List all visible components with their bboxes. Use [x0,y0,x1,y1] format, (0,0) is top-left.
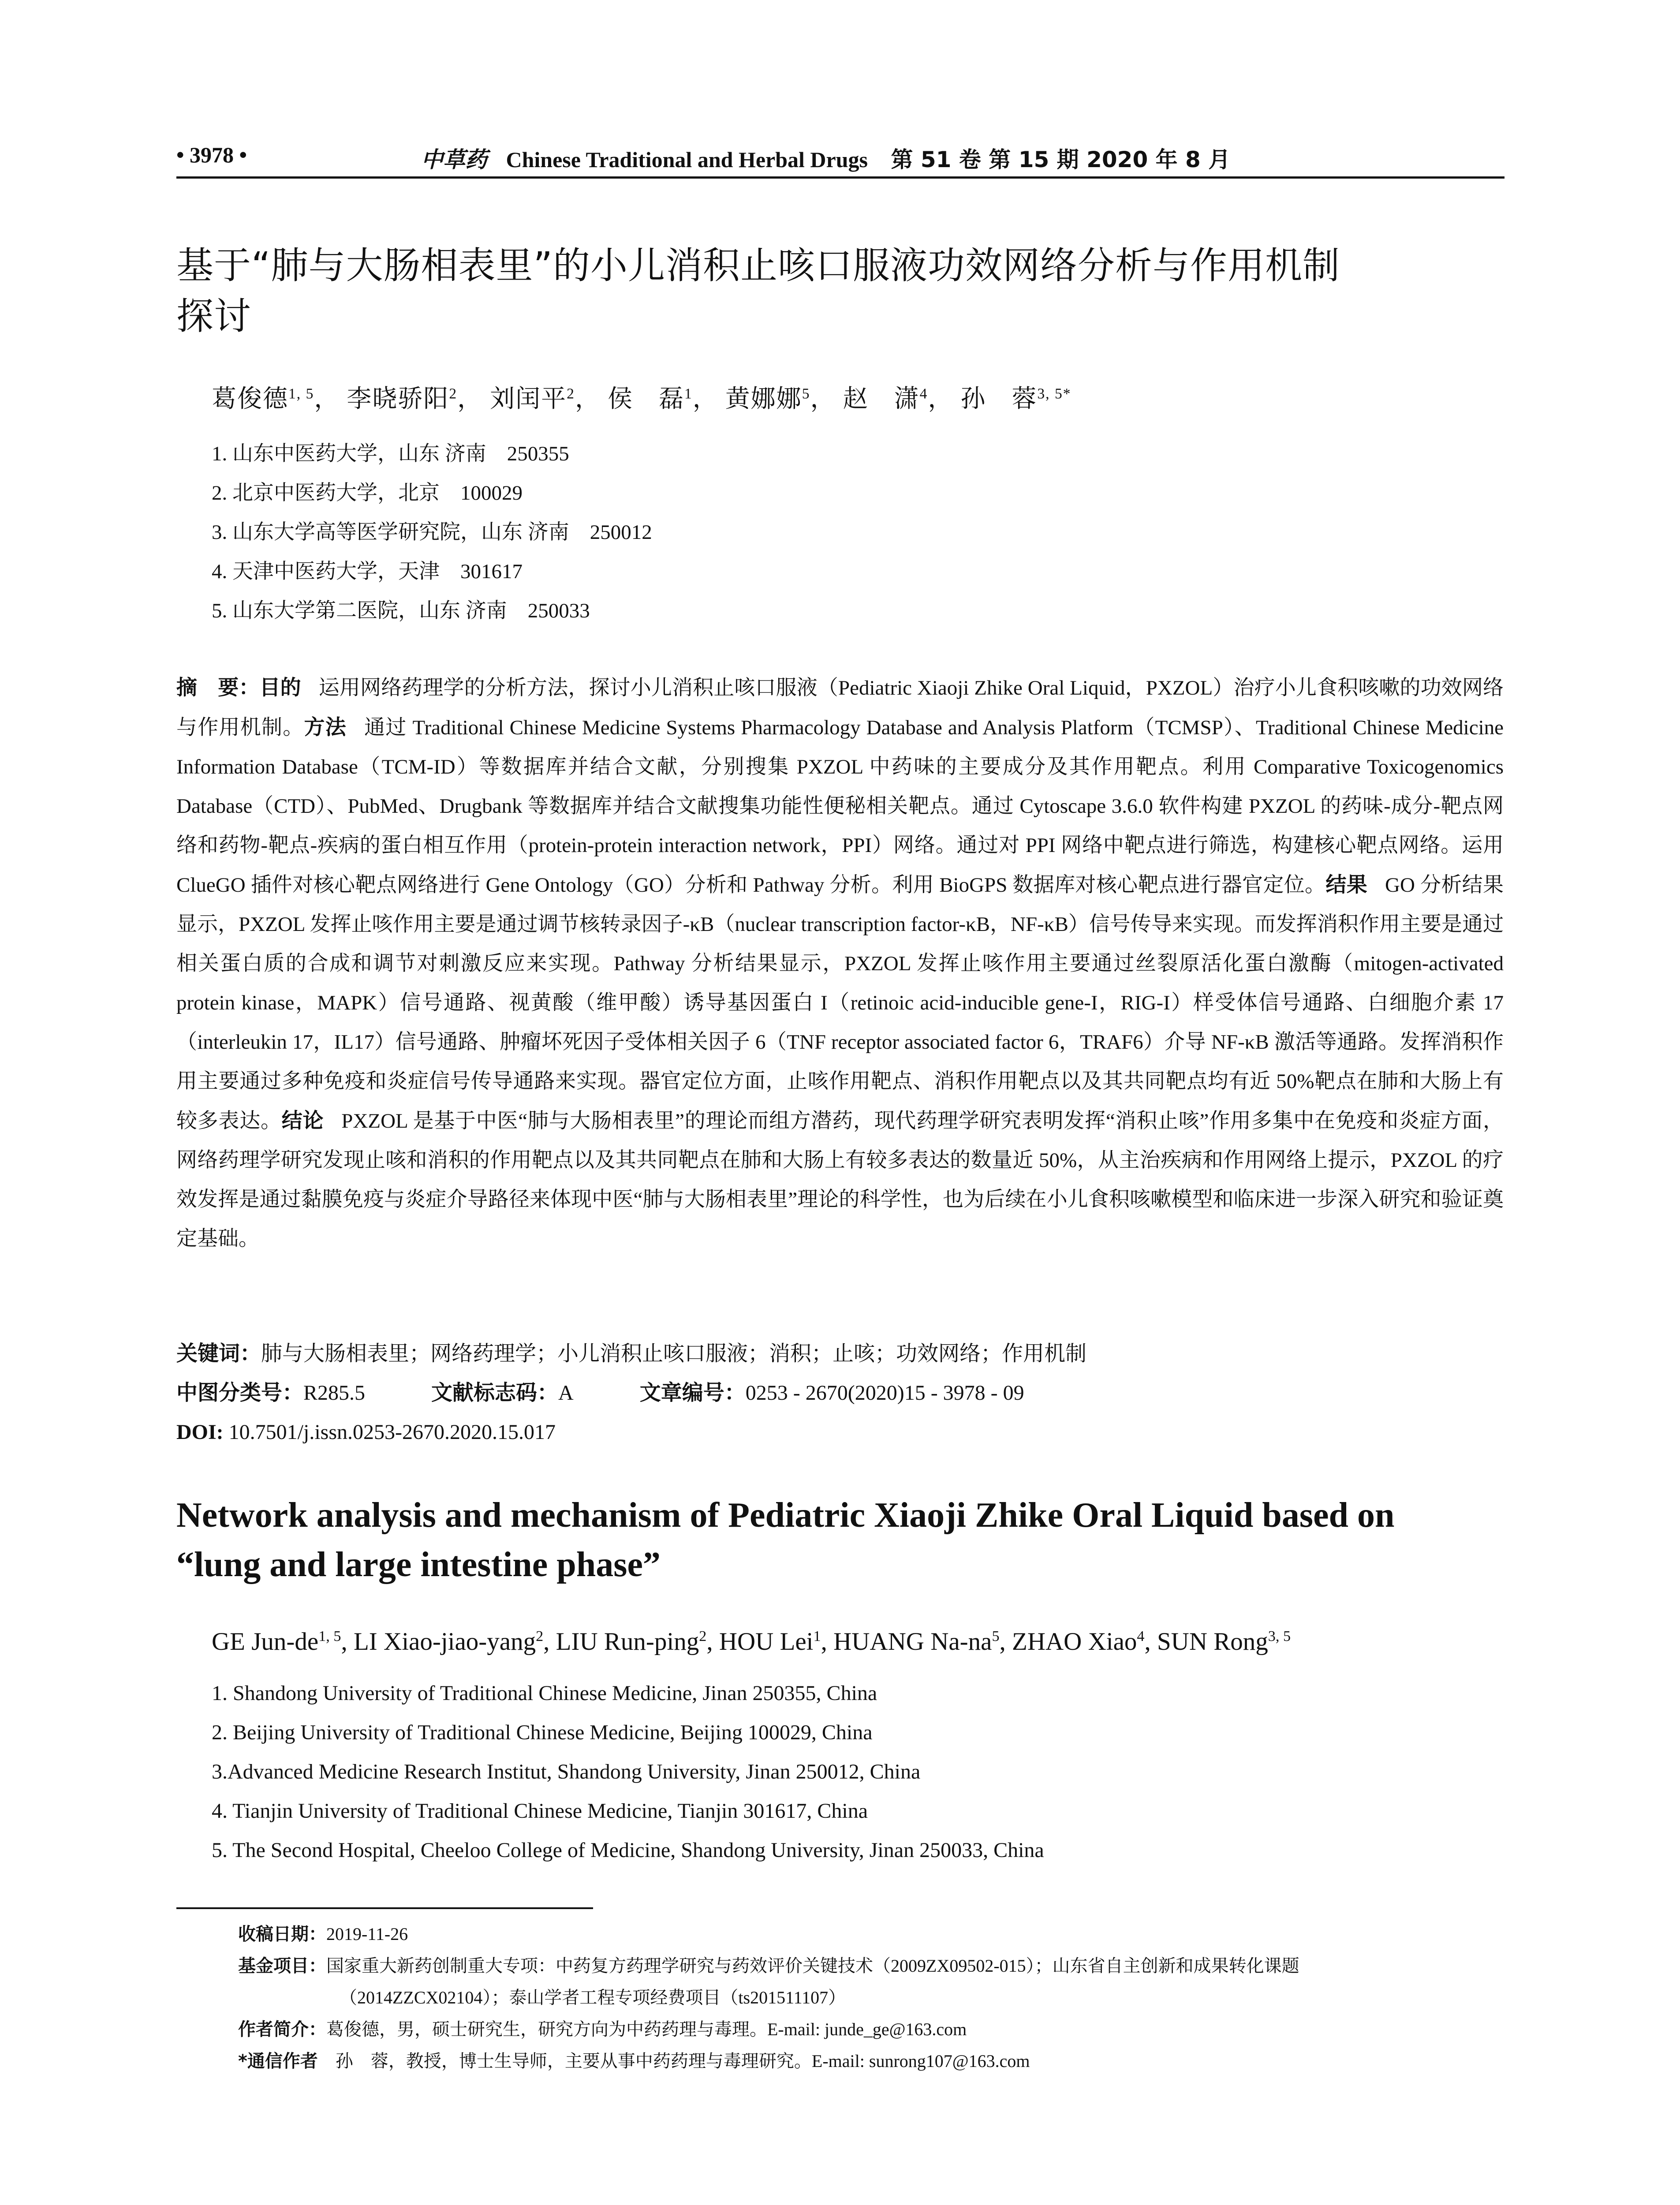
author-en: LI Xiao-jiao-yang$^2$ [353,1628,544,1656]
results-label: 结果 [1325,873,1368,897]
journal-name-en: Chinese Traditional and Herbal Drugs [506,147,868,172]
keywords-value: 肺与大肠相表里；网络药理学；小儿消积止咳口服液；消积；止咳；功效网络；作用机制 [261,1342,1087,1365]
header-rule [176,176,1505,179]
abstract-zh [176,668,1504,1259]
abstract-label: 摘 要： [176,676,260,700]
title-zh-line-1: 基于“肺与大肠相表里”的小儿消积止咳口服液功效网络分析与作用机制 [176,244,1340,287]
author-zh: 葛俊德$^{1, 5}$ [212,385,314,413]
doc-code-label: 文献标志码： [431,1380,559,1405]
page-number: • 3978 • [176,142,247,167]
fund-label: 基金项目： [238,1956,326,1976]
journal-info [421,142,1230,174]
author-zh: 刘闰平$^2$ [490,385,575,413]
conclusion-label: 结论 [281,1109,324,1133]
fund-line-1: 国家重大新药创制重大专项：中药复方药理学研究与药效评价关键技术（2009ZX09502-015）；山东省自主创新和成果转化课题 [326,1956,1299,1976]
keywords-label: 关键词： [176,1341,261,1366]
clc-value: R285.5 [303,1381,366,1405]
objective-label: 目的 [259,676,301,700]
authors-en: GE Jun-de$^{1, 5}$, LI Xiao-jiao-yang$^2$, LIU Run-ping$^2$, HOU Lei$^1$, HUANG $Na-na^5$, ZHAO Xiao$^4$, SUN Rong$^{3, 5}$ [212,1628,1291,1656]
title-en [176,1491,1512,1589]
running-header [176,138,1504,177]
article-metadata [176,1334,1086,1452]
author-zh: 孙 蓉$^{3, 5*}$ [960,385,1071,413]
received-date [238,1918,1504,1950]
author-en: HOU Lei$^1$ [719,1628,821,1656]
author-zh: 李晓骄阳$^2$ [347,385,458,413]
affiliations-en [212,1674,1044,1870]
doi [176,1413,1086,1452]
title-zh-line-2: 探讨 [176,295,252,338]
article-number-label: 文章编号： [639,1380,746,1405]
author-bio-value: 葛俊德，男，硕士研究生，研究方向为中药药理与毒理。E-mail: junde_ge@163.com [326,2019,967,2039]
classification [176,1373,1086,1413]
author-en: ZHAO Xiao$^4$ [1012,1628,1145,1656]
corresponding-value: 孙 蓉，教授，博士生导师，主要从事中药药理与毒理研究。E-mail: sunrong107@163.com [335,2051,1030,2071]
doi-value: 10.7501/j.issn.0253-2670.2020.15.017 [228,1420,556,1444]
author-en: GE Jun-de$^{1, 5}$ [212,1628,341,1656]
abstract-methods: 通过 Traditional Chinese Medicine Systems Pharmacology Database and Analysis Platform（TCMSP）、Traditional Chinese Medicine Information Database（TCM-ID）等数据库并结合文献，分别搜集 PXZOL 中药味的主要成分及其作用靶点。利用 Comparative Toxicogenomics Database（CTD）、PubMed、Drugbank 等数据库并结合文献搜集功能性便秘相关靶点。通过 Cytoscape 3.6.0 软件构建 PXZOL 的药味-成分-靶点网络和药物-靶点-疾病的蛋白相互作用（protein-protein interaction network，PPI）网络。通过对 PPI 网络中靶点进行筛选，构建核心靶点网络。运用 ClueGO 插件对核心靶点网络进行 Gene Ontology（GO）分析和 Pathway 分析。利用 BioGPS 数据库对核心靶点进行器官定位。 [176,716,1504,897]
journal-name-zh: 中草药 [421,147,487,172]
clc-label: 中图分类号： [176,1380,304,1405]
article-number-value: 0253 - 2670(2020)15 - 3978 - 09 [745,1381,1024,1405]
author-bio-label: 作者简介： [238,2019,326,2040]
doi-label: DOI: [176,1420,224,1444]
received-label: 收稿日期： [238,1924,326,1944]
title-zh [176,240,1512,342]
received-value: 2019-11-26 [326,1924,408,1944]
affiliation-en: 3.Advanced Medicine Research Institut, Shandong University, Jinan 250012, China [212,1760,921,1783]
author-bio [238,2014,1504,2045]
corresponding-label: *通信作者 [238,2051,318,2071]
author-zh: 侯 磊$^1$ [607,385,693,413]
title-en-line-2: “lung and large intestine phase” [176,1545,661,1584]
affiliation-zh: 4. 天津中医药大学，天津 301617 [212,560,523,583]
affiliation-en: 1. Shandong University of Traditional Chinese Medicine, Jinan 250355, China [212,1682,877,1705]
title-en-line-1: Network analysis and mechanism of Pediatric Xiaoji Zhike Oral Liquid based on [176,1496,1395,1535]
affiliations-zh [212,434,652,631]
abstract-objective: 运用网络药理学的分析方法，探讨小儿消积止咳口服液（Pediatric Xiaoji Zhike Oral Liquid，PXZOL）治疗小儿食积咳嗽的功效网络与作用机制。 [176,676,1504,739]
author-en: SUN Rong$^{3, 5}$ [1157,1628,1291,1656]
authors-zh: 葛俊德$^{1, 5}$， 李晓骄阳$^2$， 刘闰平$^2$， 侯 磊$^1$， 黄娜娜$^5$， 赵 潇$^4$， 孙 蓉$^{3, 5*}$ [212,385,1071,413]
author-en: HUANG $Na-na^5$ [833,1628,1000,1656]
keywords [176,1334,1086,1373]
affiliation-en: 2. Beijing University of Traditional Chinese Medicine, Beijing 100029, China [212,1721,873,1744]
author-zh: 黄娜娜$^5$ [725,385,810,413]
affiliation-en: 5. The Second Hospital, Cheeloo College of Medicine, Shandong University, Jinan 250033, China [212,1839,1044,1862]
footnotes [238,1918,1504,2077]
affiliation-zh: 3. 山东大学高等医学研究院，山东 济南 250012 [212,521,652,544]
affiliation-zh: 1. 山东中医药大学，山东 济南 250355 [212,442,569,465]
affiliation-zh: 2. 北京中医药大学，北京 100029 [212,482,523,505]
author-en: LIU Run-ping$^2$ [556,1628,707,1656]
abstract-conclusion: PXZOL 是基于中医“肺与大肠相表里”的理论而组方潜药，现代药理学研究表明发挥“消积止咳”作用多集中在免疫和炎症方面，网络药理学研究发现止咳和消积的作用靶点以及其共同靶点在肺和大肠上有较多表达的数量近 50%，从主治疾病和作用网络上提示，PXZOL 的疗效发挥是通过黏膜免疫与炎症介导路径来体现中医“肺与大肠相表里”理论的科学性，也为后续在小儿食积咳嗽模型和临床进一步深入研究和验证奠定基础。 [176,1110,1504,1250]
methods-label: 方法 [304,715,347,740]
affiliation-zh: 5. 山东大学第二医院，山东 济南 250033 [212,599,590,622]
affiliation-en: 4. Tianjin University of Traditional Chinese Medicine, Tianjin 301617, China [212,1799,868,1823]
doc-code-value: A [558,1381,574,1405]
abstract-results: GO 分析结果显示，PXZOL 发挥止咳作用主要是通过调节核转录因子-κB（nuclear transcription factor-κB，NF-κB）信号传导来实现。而发挥消积作用主要是通过相关蛋白质的合成和调节对刺激反应来实现。Pathway 分析结果显示，PXZOL 发挥止咳作用主要通过丝裂原活化蛋白激酶（mitogen-activated protein kinase，MAPK）信号通路、视黄酸（维甲酸）诱导基因蛋白 I（retinoic acid-inducible gene-I，RIG-I）样受体信号通路、白细胞介素 17（interleukin 17，IL17）信号通路、肿瘤坏死因子受体相关因子 6（TNF receptor associated factor 6，TRAF6）介导 NF-κB 激活等通路。发挥消积作用主要通过多种免疫和炎症信号传导通路来实现。器官定位方面，止咳作用靶点、消积作用靶点以及其共同靶点均有近 50%靶点在肺和大肠上有较多表达。 [176,874,1504,1132]
author-zh: 赵 潇$^4$ [843,385,928,413]
fund-line-2: （2014ZZCX02104）；泰山学者工程专项经费项目（ts201511107） [340,1988,846,2007]
corresponding-author [238,2045,1504,2077]
journal-issue: 第 51 卷 第 15 期 2020 年 8 月 [891,147,1231,172]
footnote-rule [176,1907,593,1909]
fund-info [238,1950,1504,1982]
